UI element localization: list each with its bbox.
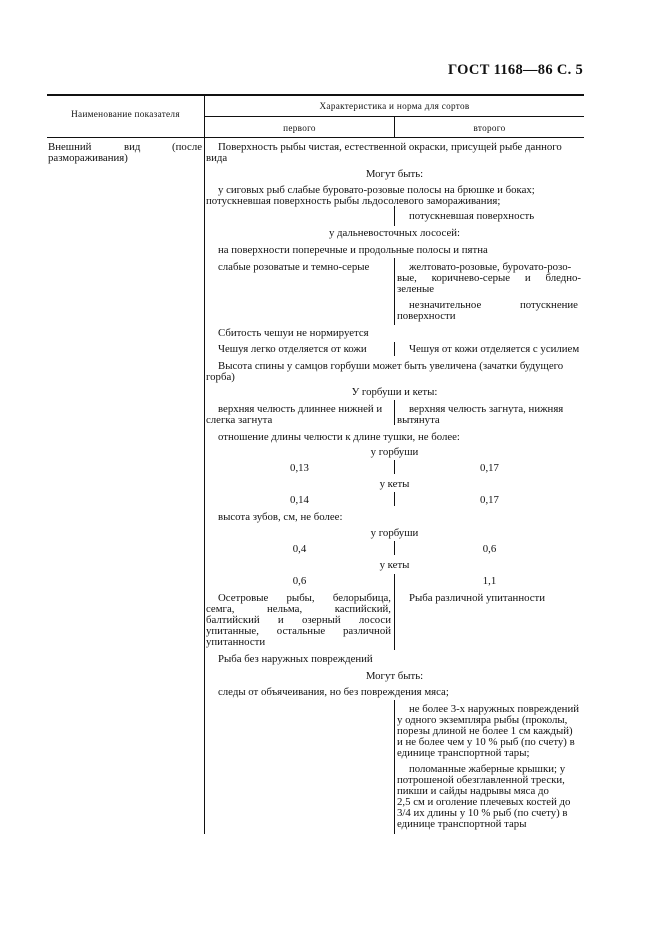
row-damage-l1: не более 3-х наружных повреждений — [409, 703, 579, 715]
row-teeth-height: высота зубов, см, не более: — [218, 511, 343, 523]
row-no-damage: Рыба без наружных повреждений — [218, 653, 373, 665]
row-scales-loss: Сбитость чешуи не нормируется — [218, 327, 369, 339]
row-damage-l3: порезы длиной не более 1 см каждый) — [397, 725, 573, 737]
row-insignificant-l2: поверхности — [397, 310, 456, 322]
row-ratio-pink-second: 0,17 — [480, 462, 499, 474]
row-dull-surface: потускневшая поверхность — [409, 210, 535, 222]
row-may-be-2: Могут быть: — [365, 670, 424, 682]
row-gills-l5: 3/4 их длины у 10 % рыб (по счету) в — [397, 807, 568, 819]
row-teeth-chum-first: 0,6 — [292, 575, 307, 587]
row-scales-left: Чешуя легко отделяется от кожи — [218, 343, 367, 355]
indicator-word-3: (после — [172, 141, 203, 153]
row-stripes: на поверхности поперечные и продольные полосы и пятна — [218, 244, 488, 256]
row-gills-l2: потрошеной обезглавленной трески, — [397, 774, 565, 786]
row-gills-l1: поломанные жаберные крышки; у — [409, 763, 566, 775]
col-name-header: Наименование показателя — [71, 109, 180, 119]
row-jaw-right-l2: вытянута — [397, 414, 440, 426]
row-jaw-left-l1: верхняя челюсть длиннее нижней и — [218, 403, 383, 415]
indicator-line-2: размораживания) — [48, 152, 128, 164]
row-far-east-salmon: у дальневосточных лососей: — [328, 227, 461, 239]
row-gills-l4: 2,5 см и оголение плечевых костей до — [397, 796, 571, 808]
row-net-marks: следы от объячеивания, но без повреждения мяса; — [218, 686, 449, 698]
row-pinkish-right-l3: зеленые — [397, 283, 435, 295]
row-whitefish-l1: у сиговых рыб слабые буровато-розовые полосы на брюшке и боках; — [218, 184, 535, 196]
row-sturgeon-l2: семга, нельма, каспийский, — [206, 603, 391, 615]
divider-r7 — [394, 258, 395, 325]
divider-r4 — [394, 206, 395, 226]
row-scales-right: Чешуя от кожи отделяется с усилием — [409, 343, 580, 355]
row-back-height-l2: горба) — [206, 371, 235, 383]
row-jaw-right-l1: верхняя челюсть загнута, нижняя — [409, 403, 564, 415]
row-pink-1: у горбуши — [370, 446, 419, 458]
row-chum-2: у кеты — [379, 559, 410, 571]
divider-r13 — [394, 400, 395, 425]
divider-r28 — [394, 700, 395, 834]
row-damage-l2: у одного экземпляра рыбы (проколы, — [397, 714, 568, 726]
row-jaw-ratio: отношение длины челюсти к длине тушки, не более: — [218, 431, 460, 443]
row-whitefish-l2: потускневшая поверхность рыбы льдосолевого замораживания; — [206, 195, 501, 207]
row-teeth-pink-second: 0,6 — [482, 543, 497, 555]
row-insignificant-b: потускнение — [520, 299, 578, 311]
row-may-be-1: Могут быть: — [365, 168, 424, 180]
row-gills-l3: пикши и сайды надрывы мяса до — [397, 785, 549, 797]
table-header-bottom-rule — [47, 137, 584, 138]
row-pinkish-left: слабые розоватые и темно-серые — [218, 261, 370, 273]
row-ratio-chum-second: 0,17 — [480, 494, 499, 506]
table-top-rule — [47, 94, 584, 96]
row-ratio-pink-first: 0,13 — [290, 462, 309, 474]
row-back-height-l1: Высота спины у самцов горбуши может быть увеличена (зачатки будущего — [218, 360, 564, 372]
row-surface-l1: Поверхность рыбы чистая, естественной окраски, присущей рыбе данного — [218, 141, 562, 153]
row-surface-l2: вида — [206, 152, 228, 164]
indicator-word-2: вид — [124, 141, 141, 153]
col-first-header: первого — [283, 123, 316, 133]
row-pink-2: у горбуши — [370, 527, 419, 539]
row-ratio-chum-first: 0,14 — [290, 494, 309, 506]
row-sturgeon-l3: балтийский и озерный лососи — [206, 614, 391, 626]
row-sturgeon-l4: упитанные, остальные различной — [206, 625, 391, 637]
row-chum-1: у кеты — [379, 478, 410, 490]
row-damage-l5: единице транспортной тары; — [397, 747, 530, 759]
col-group-header: Характеристика и норма для сортов — [319, 101, 470, 111]
row-teeth-chum-second: 1,1 — [482, 575, 497, 587]
divider-r10 — [394, 342, 395, 356]
row-sturgeon-l1: Осетровые рыбы, белорыбица, — [218, 592, 391, 604]
row-pink-chum: У горбуши и кеты: — [351, 386, 438, 398]
row-pinkish-right-l1: желтовато-розовые, бурovато-розо- — [409, 261, 572, 273]
indicator-word-1: Внешний — [48, 141, 92, 153]
row-fatness-right: Рыба различной упитанности — [409, 592, 546, 604]
col-second-header: второго — [473, 123, 506, 133]
page-header: ГОСТ 1168—86 С. 5 — [448, 62, 583, 78]
row-gills-l6: единице транспортной тары — [397, 818, 527, 830]
row-jaw-left-l2: слегка загнута — [206, 414, 273, 426]
row-pinkish-right-l2: вые, коричнево-серые и бледно- — [397, 272, 581, 284]
row-teeth-pink-first: 0,4 — [292, 543, 307, 555]
row-sturgeon-l5: упитанности — [206, 636, 266, 648]
row-insignificant-a: незначительное — [409, 299, 482, 311]
row-damage-l4: и не более чем у 10 % рыб (по счету) в — [397, 736, 575, 748]
